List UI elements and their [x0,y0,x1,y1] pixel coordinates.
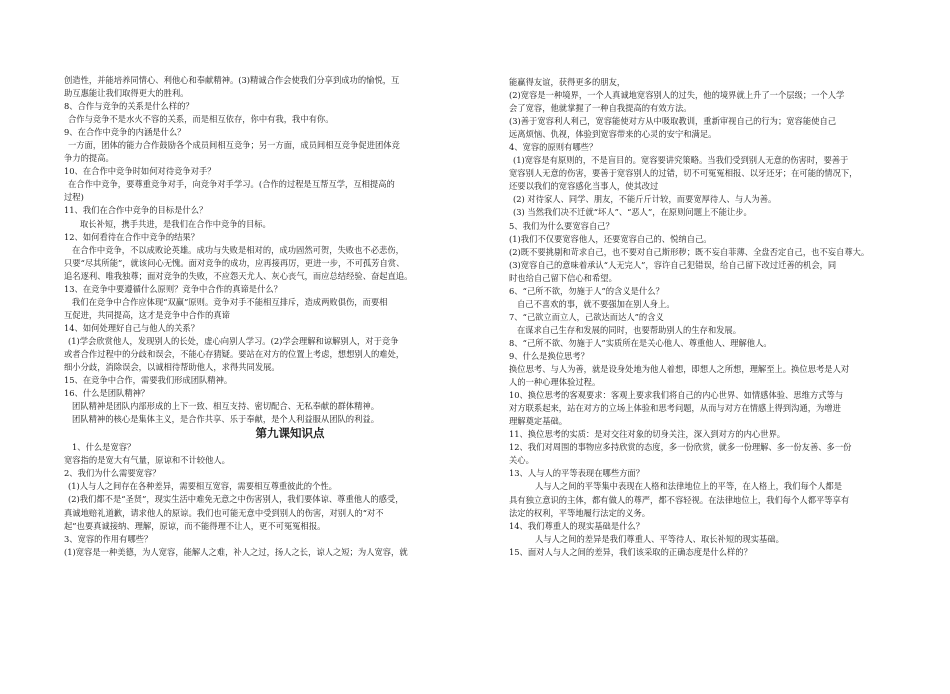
text-line: 2、我们为什么需要宽容？ [64,468,161,479]
text-line: 理解奠定基础。 [509,416,568,427]
text-line: 宽容指的是宽大有气量，原谅和不计较他人。 [64,455,230,466]
text-line: 宽容别人无意的伤害，要善于宽容别人的过错，切不可冤冤相报、以牙还牙；在可能的情况下， [509,168,858,179]
section-title: 第九课知识点 [255,426,325,441]
text-line: 合作与竞争不是水火不容的关系，而是相互依存，你中有我，我中有你。 [68,114,334,125]
text-line: 11、换位思考的实质：是对交往对象的切身关注，深入到对方的内心世界。 [509,429,786,440]
text-line: (2)我们都不是“圣贤”，现实生活中难免无意之中伤害别人，我们要体谅、尊重他人的感受， [68,494,404,505]
text-line: 6、“己所不欲，勿施于人”的含义是什么？ [509,285,664,296]
text-line: 自己不喜欢的事，就不要强加在别人身上。 [517,298,675,309]
text-line: 15、面对人与人之间的差异，我们该采取的正确态度是什么样的？ [509,546,752,557]
text-line: 助互惠能让我们取得更大的胜利。 [64,88,189,99]
text-line: (1)宽容是有原则的，不是盲目的。宽容要讲究策略。当我们受到别人无意的伤害时，要善于 [513,155,849,166]
text-line: (1)人与人之间存在各种差异，需要相互宽容，需要相互尊重彼此的个性。 [68,481,337,492]
text-line: 或者合作过程中的分歧和误会，不能心存猜疑。要站在对方的位置上考虑，想想别人的难处， [64,348,405,359]
text-line: 争力的提高。 [64,153,114,164]
text-line: 创造性，并能培养同情心、利他心和奉献精神。(3)精诚合作会使我们分享到成功的愉悦，互 [64,75,400,85]
text-line: 还要以我们的宽容感化当事人，使其改过 [509,181,659,192]
text-line: 真诚地赔礼道歉，请求他人的原谅。我们也可能无意中受到别人的伤害，对别人的“对不 [64,507,384,518]
text-line: (2) 对待家人、同学、朋友，不能斤斤计较，而要宽厚待人、与人为善。 [513,194,777,205]
left-column [64,74,476,559]
text-line: 15、在竞争中合作，需要我们形成团队精神。 [64,375,233,386]
text-line: 10、换位思考的客观要求：客观上要求我们将自己的内心世界、如情感体验、思维方式等与 [509,390,844,401]
text-line: 13、人与人的平等表现在哪些方面？ [509,468,645,479]
text-line: 在合作中竞争，要尊重竞争对手，向竞争对手学习。(合作的过程是互帮互学，互相提高的 [68,179,395,190]
text-line: 过程) [64,192,84,203]
text-line: 8、合作与竞争的关系是什么样的？ [64,101,194,112]
text-line: 取长补短，携手共进，是我们在合作中竞争的目标。 [80,218,271,229]
text-line: (2)宽容是一种境界，一个人真诚地宽容别人的过失，他的境界就上升了一个层级；一个人学 [509,90,845,101]
text-line: 关心。 [509,455,534,466]
text-line: 能赢得友谊，获得更多的朋友， [509,77,626,87]
text-line: (3) 当然我们决不迁就“坏人”、“恶人”，在原则问题上不能让步。 [513,207,752,218]
right-column [509,76,887,559]
text-line: 对方联系起来，站在对方的立场上体验和思考问题，从而与对方在情感上得到沟通，为增进 [509,403,841,414]
text-line: 13、在竞争中要遵循什么原则？竞争中合作的真谛是什么？ [64,283,282,294]
text-line: 团队精神的核心是集体主义，是合作共享、乐于奉献，是个人利益服从团队的利益。 [72,414,379,425]
text-line: 起”也要真诚接纳、理解，原谅，而不能得理不让人，更不可冤冤相报。 [64,520,326,531]
text-line: 9、什么是换位思考？ [509,350,589,361]
text-line: (3)善于宽容利人利己，宽容能使对方从中吸取教训，重新审视自己的行为；宽容能使自己 [509,116,837,127]
text-line: 9、在合作中竞争的内涵是什么？ [64,127,186,138]
text-line: (1)我们不仅要宽容他人，还要宽容自己的、悦纳自己。 [509,233,712,244]
text-line: 5、我们为什么要宽容自己？ [509,220,614,231]
text-line: 12、如何看待在合作中竞争的结果？ [64,231,200,242]
text-line: 8、“己所不欲、勿施于人”实质所在是关心他人、尊重他人、理解他人。 [509,337,772,348]
text-line: 11、我们在合作中竞争的目标是什么？ [64,205,208,216]
text-line: 人与人之间的差异是我们尊重人、平等待人、取长补短的现实基础。 [535,533,784,544]
text-line: (1)学会欣赏他人，发现别人的长处，虚心向别人学习。(2)学会理解和谅解别人，对于竞争 [68,335,399,346]
text-line: 1、什么是宽容？ [72,442,136,453]
text-line: 10、在合作中竞争时如何对待竞争对手？ [64,166,216,177]
text-line: 追名逐利、唯我独尊；面对竞争的失败，不应怨天尤人、灰心丧气，而应总结经验、奋起直追。 [64,270,413,281]
text-line: 团队精神是团队内部形成的上下一致、相互支持、密切配合、无私奉献的群体精神。 [72,401,379,412]
text-line: 在谋求自己生存和发展的同时，也要帮助别人的生存和发展。 [517,324,742,335]
text-line: 换位思考、与人为善，就是设身处地为他人着想，即想人之所想，理解至上。换位思考是人对 [509,364,850,375]
text-line: 人的一种心理体验过程。 [509,377,601,388]
text-line: 12、我们对周围的事物应多持欣赏的态度，多一份欣赏，就多一份理解、多一份友善、多一份 [509,442,852,453]
text-line: 具有独立意识的主体，都有做人的尊严，都不容轻视。在法律地位上，我们每个人都平等享有 [509,494,850,505]
text-line: 14、如何处理好自己与他人的关系？ [64,322,200,333]
text-line: 细小分歧，消除误会，以诚相待帮助他人，求得共同发展。 [64,362,280,373]
text-line: 14、我们尊重人的现实基础是什么？ [509,520,645,531]
text-line: 会了宽容，他就掌握了一种自我提高的有效方法。 [509,103,692,114]
text-line: 3、宽容的作用有哪些？ [64,533,153,544]
text-line: (2)既不要挑剔和苛求自己，也不要对自己斯形秽；既不妄自菲薄、全盘否定自己，也不妄自尊大。 [509,246,870,257]
text-line: 只要“尽其所能”，就该问心无愧。面对竞争的成功，应再接再厉，更进一步，不可孤芳自赏、 [64,257,405,268]
text-line: 时也给自己留下信心和希望。 [509,272,617,283]
text-line: 16、什么是团队精神？ [64,388,150,399]
text-line: (1)宽容是一种美德，为人宽容，能解人之难，补人之过，扬人之长，谅人之短；为人宽容，就 [64,546,408,557]
text-line: 在合作中竞争，不以成败论英雄。成功与失败是相对的，成功固然可贺，失败也不必悲伤， [72,244,404,255]
text-line: 我们在竞争中合作应体现“双赢”原则。竞争对手不能相互排斥，造成两败俱伤，而要相 [72,296,388,307]
text-line: (3)宽容自己的意味着承认“人无完人”，容许自己犯错误，给自己留下改过迁善的机会，同 [509,259,837,270]
text-line: 互促进，共同提高，这才是竞争中合作的真谛 [64,309,230,320]
text-line: 4、宽容的原则有哪些？ [509,142,598,153]
text-line: 人与人之间的平等集中表现在人格和法律地位上的平等，在人格上，我们每个人都是 [535,481,842,492]
text-line: 7、“己欲立而立人，己欲达而达人”的含义 [509,311,664,322]
text-line: 一方面，团体的能力合作鼓励各个成员间相互竞争；另一方面，成员间相互竞争促进团体竞 [68,140,400,151]
text-line: 法定的权利，平等地履行法定的义务。 [509,507,651,518]
text-line: 远离烦恼、仇视，体验到宽容带来的心灵的安宁和满足。 [509,129,717,140]
